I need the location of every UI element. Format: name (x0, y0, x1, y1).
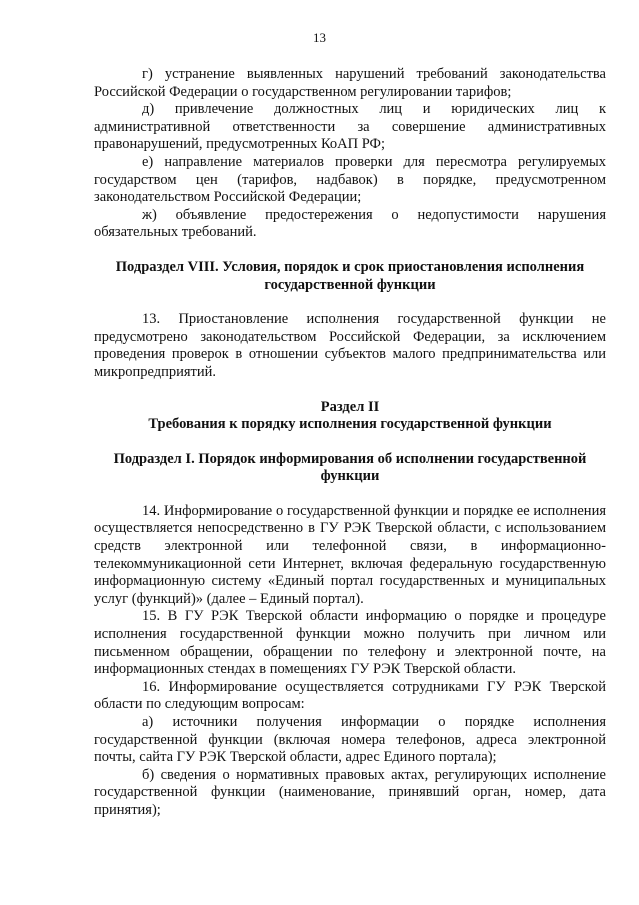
spacer (94, 242, 606, 259)
subsection-i-heading: Подраздел I. Порядок информирования об исполнении государственной функции (113, 450, 587, 485)
item-e: е) направление материалов проверки для пересмотра регулируемых государством цен (тарифов, надбавок) в порядке, предусмотренном законодательством Российской Федерации; (94, 153, 606, 206)
section-ii-heading: Требования к порядку исполнения государственной функции (148, 416, 552, 433)
spacer (94, 382, 606, 399)
page-number: 13 (313, 30, 326, 45)
item-b: б) сведения о нормативных правовых актах, регулирующих исполнение государственной функции (наименование, принявший орган, номер, дата принятия); (94, 766, 606, 818)
paragraph-13: 13. Приостановление исполнения государственной функции не предусмотрено законодательством Российской Федерации, за исключением проведения проверок в отношении субъектов малого предпринимательства или микропредприятий. (94, 311, 606, 380)
spacer (94, 486, 606, 503)
paragraph-15: 15. В ГУ РЭК Тверской области информацию о порядке и процедуре исполнения государственной функции можно получить при личном или письменном обращении, обращении по телефону и электронной почте, на информационных стендах в помещениях ГУ РЭК Тверской области. (94, 608, 606, 678)
subsection-viii-heading: Подраздел VIII. Условия, порядок и срок приостановления исполнения государственной функции (115, 258, 585, 293)
paragraph-14: 14. Информирование о государственной функции и порядке ее исполнения осуществляется непосредственно в ГУ РЭК Тверской области, с использованием средств электронной или телефонной связи, в информационно-телекоммуникационной сети Интернет, включая федеральную государственную информационную систему «Единый портал государственных и муниципальных услуг (функций)» (далее – Единый портал). (94, 502, 606, 607)
item-zh: ж) объявление предостережения о недопустимости нарушения обязательных требований. (94, 206, 606, 241)
paragraph-16: 16. Информирование осуществляется сотрудниками ГУ РЭК Тверской области по следующим вопросам: (94, 678, 606, 713)
spacer (94, 434, 606, 451)
document-body (94, 66, 606, 820)
item-d: д) привлечение должностных лиц и юридических лиц к административной ответственности за совершение административных правонарушений, предусмотренных КоАП РФ; (94, 101, 606, 153)
item-g: г) устранение выявленных нарушений требований законодательства Российской Федерации о государственном регулировании тарифов; (94, 66, 606, 100)
spacer (94, 294, 606, 311)
item-a: а) источники получения информации о порядке исполнения государственной функции (включая номера телефонов, адреса электронной почты, сайта ГУ РЭК Тверской области, адрес Единого портала); (94, 714, 606, 766)
section-ii-title: Раздел II (320, 398, 380, 415)
